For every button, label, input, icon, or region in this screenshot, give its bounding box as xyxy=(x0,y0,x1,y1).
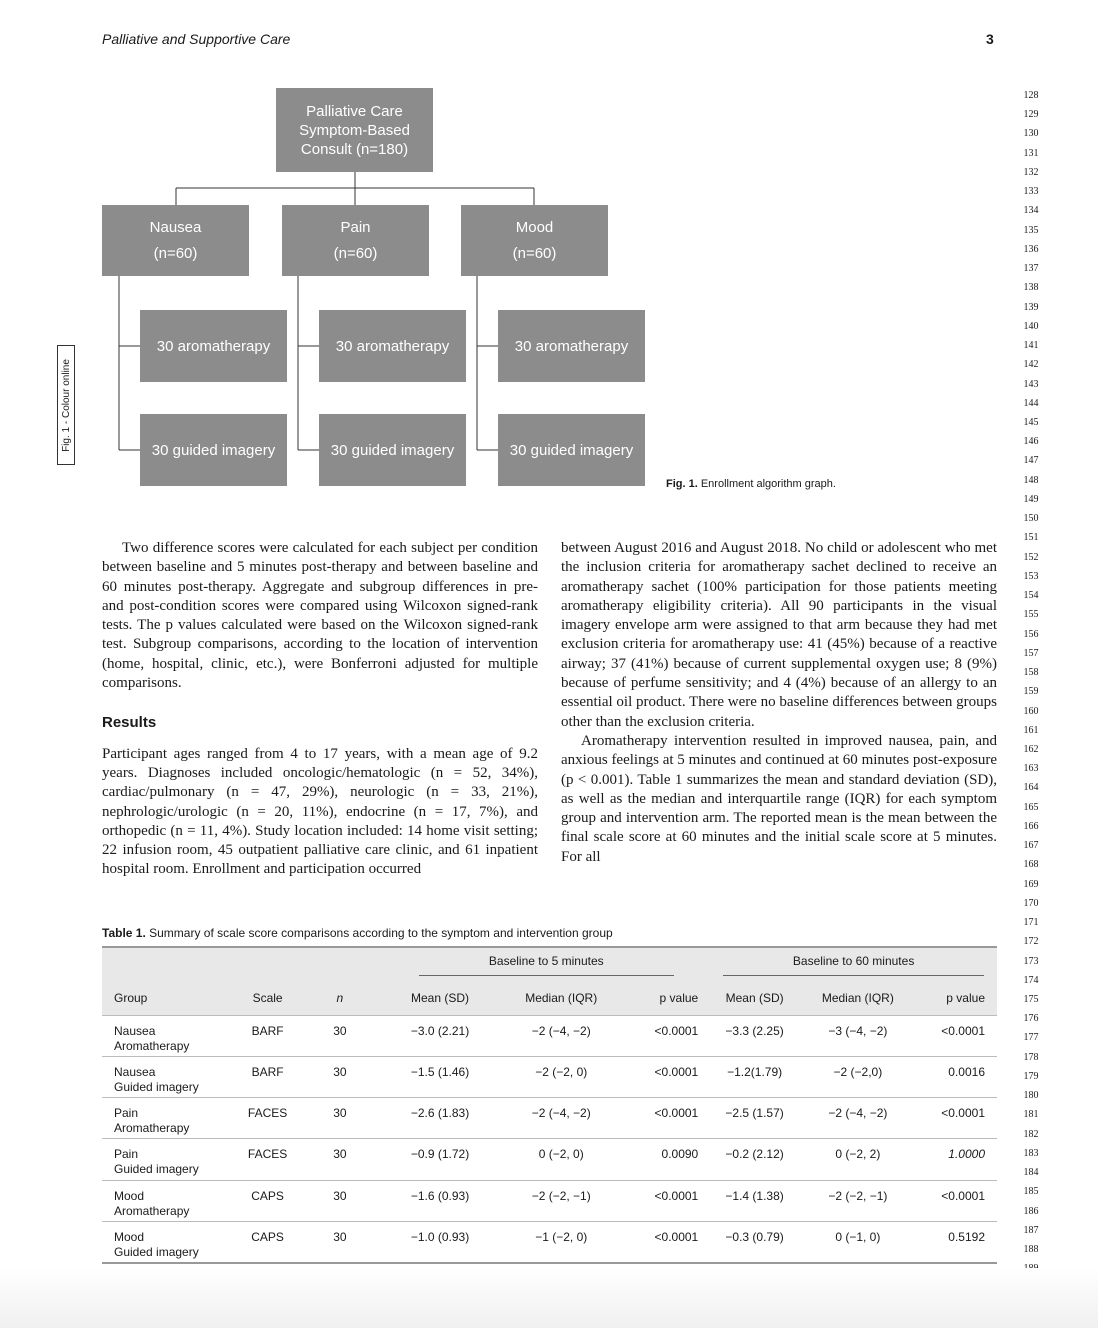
group-name: Pain xyxy=(340,218,371,236)
line-number: 137 xyxy=(1023,263,1039,275)
line-number: 165 xyxy=(1023,801,1039,813)
line-number: 149 xyxy=(1023,493,1039,505)
line-number: 146 xyxy=(1023,436,1039,448)
col-header-n: n xyxy=(336,990,344,1005)
row-p-5min: <0.0001 xyxy=(654,1106,699,1121)
line-number: 181 xyxy=(1023,1109,1039,1121)
line-number: 152 xyxy=(1023,551,1039,563)
figure-caption-label: Fig. 1. xyxy=(666,478,698,490)
row-n: 30 xyxy=(333,1147,347,1162)
row-median-60min: −2 (−2,0) xyxy=(833,1064,883,1079)
line-number: 128 xyxy=(1023,90,1039,101)
line-number: 187 xyxy=(1023,1224,1039,1236)
col-header-p-value: p value xyxy=(946,990,985,1005)
line-number: 171 xyxy=(1023,917,1039,929)
row-mean-60min: −0.2 (2.12) xyxy=(725,1147,784,1162)
row-mean-60min: −3.3 (2.25) xyxy=(725,1023,784,1038)
row-p-60min: 0.5192 xyxy=(948,1229,985,1244)
line-number: 148 xyxy=(1023,474,1039,486)
group-n: (n=60) xyxy=(153,244,198,262)
consult-box-line: Consult (n=180) xyxy=(300,140,409,158)
row-scale: CAPS xyxy=(251,1188,284,1203)
span-header-60min xyxy=(710,947,997,981)
arm-box-pain-aromatherapy: 30 aromatherapy xyxy=(319,310,466,382)
colour-online-text: Fig. 1 - Colour online xyxy=(60,358,72,452)
line-number: 157 xyxy=(1023,647,1039,659)
col-header-scale: Scale xyxy=(252,990,283,1005)
line-number: 155 xyxy=(1023,609,1039,621)
line-number: 186 xyxy=(1023,1205,1039,1217)
row-mean-60min: −1.4 (1.38) xyxy=(725,1188,784,1203)
group-box-mood xyxy=(461,205,608,276)
line-number: 144 xyxy=(1023,397,1039,409)
row-p-60min: <0.0001 xyxy=(941,1188,985,1203)
table-row xyxy=(102,1221,997,1262)
row-p-60min: 0.0016 xyxy=(948,1064,985,1079)
row-median-60min: −2 (−4, −2) xyxy=(828,1106,888,1121)
table-row xyxy=(102,1139,997,1180)
body-paragraph: Participant ages ranged from 4 to 17 years, with a mean age of 9.2 years. Diagnoses included oncologic/hematologic (n = 52, 34%), cardiac/pulmonary (n = 47, 29%), neurologic (n = 33, 21%), nephrologic/urologic (n = 20, 11%), endocrine (n = 17, 7%), and orthopedic (n = 11, 4%). Study location included: 14 home visit setting; 22 infusion room, 45 outpatient palliative care clinic, and 61 inpatient hospital room. Enrollment and participation occurred xyxy=(102,745,538,878)
body-paragraph: Two difference scores were calculated for each subject per condition between baseline and 5 minutes post-therapy and between baseline and 60 minutes post-therapy. Aggregate and subgroup differences in pre- and post-condition scores were compared using Wilcoxon signed-rank tests. The p values calculated were based on the Wilcoxon signed-rank test. Subgroup comparisons, according to the location of intervention (home, hospital, clinic, etc.), were Bonferroni adjusted for multiple comparisons. xyxy=(102,540,538,692)
row-p-5min: <0.0001 xyxy=(654,1064,699,1079)
row-median-5min: −2 (−4, −2) xyxy=(531,1023,591,1038)
row-scale: CAPS xyxy=(251,1229,284,1244)
consult-box-line: Palliative Care xyxy=(306,102,403,120)
row-n: 30 xyxy=(333,1064,347,1079)
results-table xyxy=(102,946,997,1264)
line-number: 172 xyxy=(1023,936,1039,948)
row-scale: BARF xyxy=(251,1064,284,1079)
row-mean-5min: −3.0 (2.21) xyxy=(410,1023,470,1038)
body-paragraph: Aromatherapy intervention resulted in improved nausea, pain, and anxious feelings at 5 minutes and continued at 60 minutes post-exposure (p < 0.001). Table 1 summarizes the mean and standard deviation (SD), as well as the median and interquartile range (IQR) for each symptom group and intervention arm. The reported mean is the mean between the final scale score at 60 minutes and the initial scale score at 5 minutes. For all xyxy=(561,732,997,865)
line-number: 177 xyxy=(1023,1032,1039,1044)
line-number: 160 xyxy=(1023,705,1039,717)
line-number: 139 xyxy=(1023,301,1039,313)
line-number: 161 xyxy=(1023,724,1039,736)
col-header-median: Median (IQR) xyxy=(821,990,894,1005)
row-median-5min: −2 (−4, −2) xyxy=(531,1106,591,1121)
row-group: Mood xyxy=(114,1229,145,1244)
right-column xyxy=(561,539,997,867)
line-number: 168 xyxy=(1023,859,1039,871)
line-number: 169 xyxy=(1023,878,1039,890)
line-number: 134 xyxy=(1023,205,1039,217)
row-mean-60min: −0.3 (0.79) xyxy=(725,1229,784,1244)
row-scale: FACES xyxy=(247,1106,288,1121)
row-median-5min: 0 (−2, 0) xyxy=(538,1147,584,1162)
line-number: 129 xyxy=(1023,109,1039,121)
row-median-60min: 0 (−1, 0) xyxy=(835,1229,881,1244)
group-box-nausea xyxy=(102,205,249,276)
line-number: 143 xyxy=(1023,378,1039,390)
line-number: 142 xyxy=(1023,359,1039,371)
results-heading: Results xyxy=(102,714,157,732)
table-header-row xyxy=(102,981,997,1015)
row-arm: Aromatherapy xyxy=(114,1121,190,1136)
row-group: Pain xyxy=(114,1147,139,1162)
table-row xyxy=(102,1015,997,1056)
line-number: 154 xyxy=(1023,590,1039,602)
row-arm: Guided imagery xyxy=(114,1244,199,1259)
line-number: 167 xyxy=(1023,840,1039,852)
row-p-5min: <0.0001 xyxy=(654,1188,699,1203)
row-median-5min: −2 (−2, 0) xyxy=(535,1064,588,1079)
table-row xyxy=(102,1180,997,1221)
row-arm: Aromatherapy xyxy=(114,1038,190,1053)
line-number: 174 xyxy=(1023,974,1039,986)
table-caption-text: Summary of scale score comparisons according to the symptom and intervention group xyxy=(145,926,613,940)
line-number: 141 xyxy=(1023,340,1039,352)
line-number: 180 xyxy=(1023,1090,1039,1102)
col-header-group: Group xyxy=(114,990,148,1005)
line-number: 145 xyxy=(1023,416,1039,428)
row-median-60min: −2 (−2, −1) xyxy=(828,1188,888,1203)
row-mean-5min: −0.9 (1.72) xyxy=(410,1147,470,1162)
line-number: 170 xyxy=(1023,897,1039,909)
line-number: 158 xyxy=(1023,667,1039,679)
line-number: 159 xyxy=(1023,686,1039,698)
line-number: 184 xyxy=(1023,1167,1039,1179)
consult-box xyxy=(276,88,433,172)
arm-box-nausea-aromatherapy: 30 aromatherapy xyxy=(140,310,287,382)
line-number: 156 xyxy=(1023,628,1039,640)
row-mean-60min: −2.5 (1.57) xyxy=(725,1106,784,1121)
arm-box-pain-guided-imagery: 30 guided imagery xyxy=(319,414,466,486)
row-mean-5min: −1.5 (1.46) xyxy=(410,1064,470,1079)
body-paragraph: between August 2016 and August 2018. No child or adolescent who met the inclusion criteria for aromatherapy sachet declined to receive an aromatherapy sachet (100% participation for those patients meeting aromatherapy eligibility criteria). All 90 participants in the visual imagery envelope arm were assigned to that arm because they had met exclusion criteria for aromatherapy use: 41 (45%) because of a reactive airway; 37 (41%) because of current supplemental oxygen use; 8 (9%) because of perfume sensitivity; and 4 (4%) because of an allergy to an essential oil product. There were no baseline differences between groups other than the exclusion criteria. xyxy=(561,540,997,730)
row-mean-5min: −1.6 (0.93) xyxy=(410,1188,470,1203)
line-number: 140 xyxy=(1023,320,1039,332)
arm-box-mood-aromatherapy: 30 aromatherapy xyxy=(498,310,645,382)
row-scale: BARF xyxy=(251,1023,284,1038)
table-caption xyxy=(102,926,613,940)
table-span-header-row xyxy=(102,947,997,981)
group-n: (n=60) xyxy=(333,244,378,262)
table-row xyxy=(102,1056,997,1097)
consult-box-line: Symptom-Based xyxy=(299,121,410,139)
line-number: 178 xyxy=(1023,1051,1039,1063)
line-number: 147 xyxy=(1023,455,1039,467)
page-number: 3 xyxy=(986,31,994,47)
row-mean-5min: −2.6 (1.83) xyxy=(410,1106,470,1121)
line-number: 164 xyxy=(1023,782,1039,794)
line-number: 183 xyxy=(1023,1147,1039,1159)
row-n: 30 xyxy=(333,1106,347,1121)
line-number: 150 xyxy=(1023,513,1039,525)
row-p-60min: <0.0001 xyxy=(941,1023,985,1038)
group-name: Nausea xyxy=(149,218,202,236)
figure-caption xyxy=(666,478,836,490)
figure-caption-text: Enrollment algorithm graph. xyxy=(697,478,836,490)
col-header-mean: Mean (SD) xyxy=(725,990,784,1005)
row-mean-60min: −1.2(1.79) xyxy=(727,1064,783,1079)
row-p-5min: <0.0001 xyxy=(654,1229,699,1244)
row-n: 30 xyxy=(333,1023,347,1038)
line-number: 151 xyxy=(1023,532,1039,544)
line-number: 166 xyxy=(1023,820,1039,832)
row-mean-5min: −1.0 (0.93) xyxy=(410,1229,470,1244)
col-header-median: Median (IQR) xyxy=(525,990,598,1005)
line-number: 176 xyxy=(1023,1013,1039,1025)
row-n: 30 xyxy=(333,1229,347,1244)
line-number: 135 xyxy=(1023,224,1039,236)
row-p-60min: <0.0001 xyxy=(941,1106,985,1121)
row-group: Nausea xyxy=(114,1023,156,1038)
row-median-60min: −3 (−4, −2) xyxy=(828,1023,888,1038)
page-bottom-fade xyxy=(0,1268,1098,1328)
row-p-5min: <0.0001 xyxy=(654,1023,699,1038)
row-p-5min: 0.0090 xyxy=(661,1147,699,1162)
row-arm: Guided imagery xyxy=(114,1079,199,1094)
span-header-text: Baseline to 60 minutes xyxy=(723,954,984,976)
line-number: 173 xyxy=(1023,955,1039,967)
left-column xyxy=(102,539,538,880)
span-header-text: Baseline to 5 minutes xyxy=(419,954,674,976)
line-number: 163 xyxy=(1023,763,1039,775)
line-number: 162 xyxy=(1023,743,1039,755)
row-p-60min: 1.0000 xyxy=(948,1147,985,1162)
row-arm: Aromatherapy xyxy=(114,1203,190,1218)
row-scale: FACES xyxy=(247,1147,288,1162)
journal-title: Palliative and Supportive Care xyxy=(102,31,291,47)
arm-box-mood-guided-imagery: 30 guided imagery xyxy=(498,414,645,486)
col-header-p-value: p value xyxy=(659,990,699,1005)
row-group: Pain xyxy=(114,1106,139,1121)
line-number: 188 xyxy=(1023,1244,1039,1256)
line-number: 131 xyxy=(1023,147,1039,159)
row-median-5min: −2 (−2, −1) xyxy=(531,1188,591,1203)
line-number: 185 xyxy=(1023,1186,1039,1198)
table-row xyxy=(102,1098,997,1139)
row-group: Nausea xyxy=(114,1064,156,1079)
line-number: 153 xyxy=(1023,570,1039,582)
row-median-60min: 0 (−2, 2) xyxy=(835,1147,881,1162)
line-number: 138 xyxy=(1023,282,1039,294)
row-median-5min: −1 (−2, 0) xyxy=(535,1229,588,1244)
table-caption-label: Table 1. xyxy=(102,926,146,940)
line-number: 130 xyxy=(1023,128,1039,140)
line-number: 179 xyxy=(1023,1070,1039,1082)
row-arm: Guided imagery xyxy=(114,1162,199,1177)
line-number: 182 xyxy=(1023,1128,1039,1140)
line-number: 136 xyxy=(1023,243,1039,255)
col-header-mean: Mean (SD) xyxy=(411,990,470,1005)
span-header-5min xyxy=(382,947,710,981)
line-number: 133 xyxy=(1023,186,1039,198)
row-group: Mood xyxy=(114,1188,145,1203)
group-n: (n=60) xyxy=(512,244,557,262)
row-n: 30 xyxy=(333,1188,347,1203)
group-name: Mood xyxy=(515,218,554,236)
group-box-pain xyxy=(282,205,429,276)
line-number: 175 xyxy=(1023,994,1039,1006)
line-number: 132 xyxy=(1023,166,1039,178)
arm-box-nausea-guided-imagery: 30 guided imagery xyxy=(140,414,287,486)
